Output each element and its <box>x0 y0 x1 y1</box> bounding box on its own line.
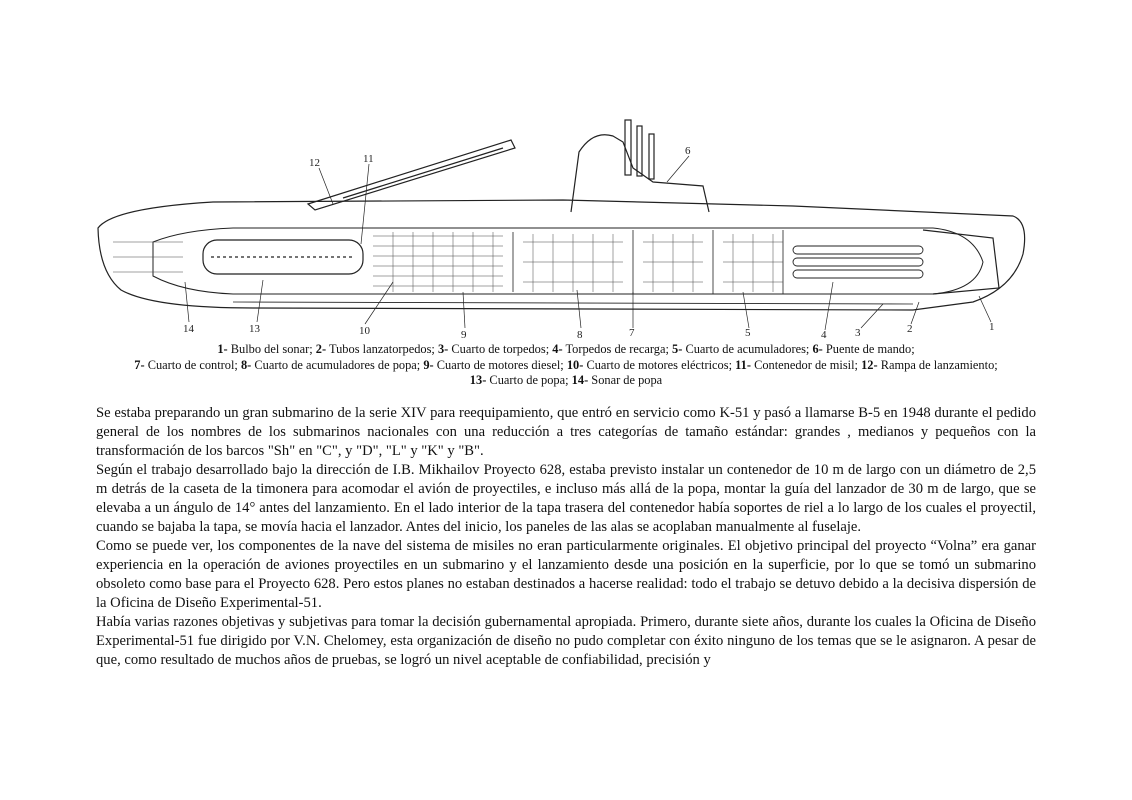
caption-line-3: 13- Cuarto de popa; 14- Sonar de popa <box>469 373 663 387</box>
paragraph: Como se puede ver, los componentes de la nave del sistema de misiles no eran particularmente originales. El objetivo principal del proyecto “Volna” era ganar experiencia en la operación de aviones proyectiles en un submarino y el lanzamiento desde una posición en la superficie, por lo que se tomó un submarino obsoleto como base para el Proyecto 628. Pero estos planes no estaban destinados a hacerse realidad: todo el trabajo se detuvo debido a la decisiva dispersión de la Oficina de Diseño Experimental-51. <box>96 538 1036 611</box>
submarine-cutaway-drawing <box>93 112 1033 344</box>
callout-label: 7 <box>629 327 635 339</box>
figure-caption <box>92 342 1040 389</box>
callout-label: 12 <box>309 157 320 169</box>
callout-label: 14 <box>183 323 194 335</box>
paragraph: Según el trabajo desarrollado bajo la dirección de I.B. Mikhailov Proyecto 628, estaba previsto instalar un contenedor de 10 m de largo con un diámetro de 2,5 m detrás de la caseta de la timonera para acomodar el avión de proyectiles, e incluso más allá de la popa, montar la guía del lanzador de 30 m de largo, que se elevaba a un ángulo de 14° antes del lanzamiento. En el lado interior de la tapa trasera del contenedor había soportes de riel a lo largo de los cuales el proyectil, cuando se bajaba la tapa, se movía hacia el lanzador. Antes del inicio, los paneles de las alas se acoplaban manualmente al fuselaje. <box>96 462 1036 535</box>
callout-label: 9 <box>461 329 467 341</box>
launch-ramp <box>308 140 515 210</box>
callout-label: 4 <box>821 329 827 341</box>
document-body <box>96 404 1036 670</box>
callout-label: 5 <box>745 327 751 339</box>
callout-label: 3 <box>855 327 861 339</box>
caption-line-2: 7- Cuarto de control; 8- Cuarto de acumuladores de popa; 9- Cuarto de motores diesel; 10- Cuarto de motores eléctricos; 11- Contenedor de misil; 12- Rampa de lanzamiento; <box>134 357 998 372</box>
paragraph: Se estaba preparando un gran submarino de la serie XIV para reequipamiento, que entró en servicio como K-51 y pasó a llamarse B-5 en 1948 durante el pedido general de los nombres de los submarinos nacionales con una reducción a tres categorías de tamaño estándar: grandes , medianos y pequeños con la transformación de los barcos "Sh" en "C", y "D", "L" y "K" y "B". <box>96 405 1036 459</box>
callout-label: 11 <box>363 153 374 165</box>
submarine-diagram <box>93 112 1033 344</box>
callout-label: 2 <box>907 323 913 335</box>
caption-line-1: 1- Bulbo del sonar; 2- Tubos lanzatorpedos; 3- Cuarto de torpedos; 4- Torpedos de recarga; 5- Cuarto de acumuladores; 6- Puente de mando; <box>217 342 915 356</box>
callout-label: 13 <box>249 323 260 335</box>
callout-label: 8 <box>577 329 583 341</box>
paragraph: Había varias razones objetivas y subjetivas para tomar la decisión gubernamental apropiada. Primero, durante siete años, durante los cuales la Oficina de Diseño Experimental-51 fue dirigido por V.N. Chelomey, esta organización de diseño no pudo completar con éxito ninguno de los temas que se le asignaron. A pesar de que, como resultado de muchos años de pruebas, se logró un nivel aceptable de confiabilidad, precisión y <box>96 614 1036 668</box>
callout-label: 10 <box>359 325 370 337</box>
callout-label: 1 <box>989 321 995 333</box>
callout-label: 6 <box>685 145 691 157</box>
